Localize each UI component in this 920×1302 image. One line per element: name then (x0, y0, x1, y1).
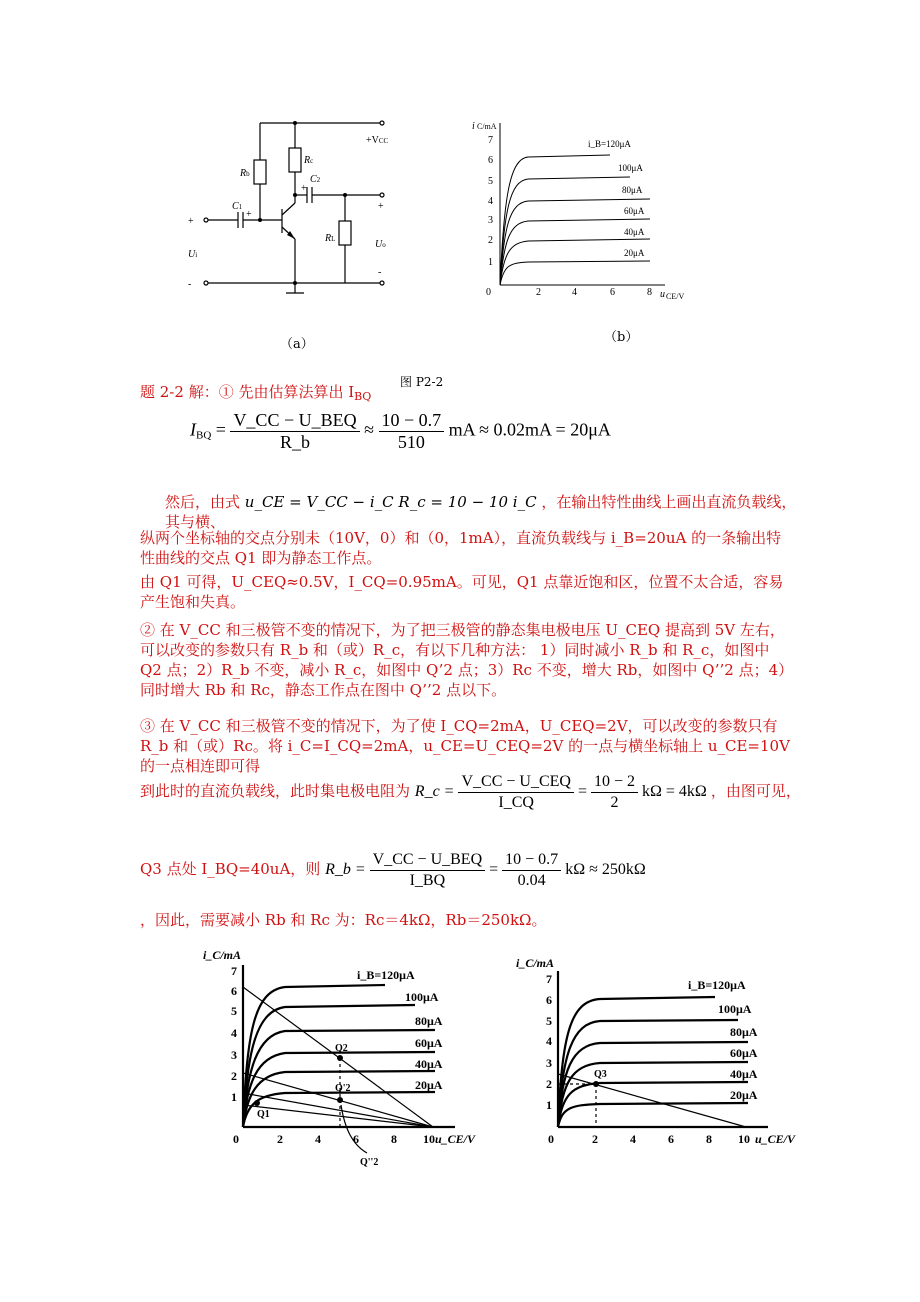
caption-b: （b） (604, 330, 639, 345)
uo-label: U (375, 239, 383, 250)
right-ib-label: 60μA (730, 1046, 758, 1060)
solution-heading: 题 2-2 解：① 先由估算法算出 $I_{BQ}$ (140, 383, 372, 403)
b-ib-label: i_B=120μA (588, 139, 631, 149)
output-plus: + (378, 201, 384, 212)
right-xtick: 8 (706, 1132, 712, 1146)
c2-plus: + (301, 183, 307, 194)
input-plus: + (188, 216, 194, 227)
right-ytick: 7 (546, 972, 552, 986)
b-ytick: 2 (488, 235, 493, 246)
right-xlabel: u_CE/V (755, 1132, 796, 1146)
b-ib-label: 20μA (624, 248, 645, 258)
svg-text:Rc (303, 155, 313, 166)
left-xtick: 2 (277, 1132, 283, 1146)
rb-sub: b (246, 170, 250, 178)
left-ib-label: i_B=120μA (357, 968, 415, 982)
svg-text:RL (324, 233, 335, 244)
ui-sub: i (195, 251, 198, 259)
svg-text:Rb (239, 168, 250, 179)
right-ytick: 6 (546, 993, 552, 1007)
left-ytick: 5 (231, 1004, 237, 1018)
right-ytick: 4 (546, 1034, 552, 1048)
b-ylabel-rest: C/mA (477, 122, 497, 131)
paragraph-4: ③ 在 V_CC 和三极管不变的情况下，为了使 I_CQ=2mA，U_CEQ=2V，可以改变的参数只有 R_b 和（或）Rc。将 i_C=I_CQ=2mA，u_CE=U_CEQ=2V 的一点与横坐标轴上 u_CE=10V 的一点相连即可得 (140, 717, 790, 775)
paragraph-1a: 然后，由式 u_CE = V_CC − i_C R_c = 10 − 10 i_C ，在输出特性曲线上画出直流负载线，其与横、 (165, 493, 797, 531)
svg-text:Uo (375, 239, 386, 250)
c1-label: C (232, 201, 239, 212)
b-xtick: 2 (536, 287, 541, 298)
right-xtick: 0 (548, 1132, 554, 1146)
right-xtick: 4 (630, 1132, 636, 1146)
b-xtick: 0 (486, 287, 491, 298)
left-ib-label: 40μA (415, 1057, 443, 1071)
svg-text:Ui (188, 249, 197, 260)
left-xtick: 8 (391, 1132, 397, 1146)
b-xtick: 4 (572, 287, 577, 298)
right-ib-label: 40μA (730, 1067, 758, 1081)
left-xlabel: u_CE/V (435, 1132, 476, 1146)
ui-label: U (188, 249, 196, 260)
equation-ibq: $I_{BQ}$ = $\frac{\text{V\_CC − U\_BEQ}}{R\_b}$ ≈ $\frac{10 - 0.7}{510}$ mA ≈ 0.02mA = 20μA (190, 410, 611, 452)
input-minus: - (188, 279, 192, 290)
b-ytick: 5 (488, 176, 493, 187)
left-ytick: 4 (231, 1026, 237, 1040)
left-ib-label: 60μA (415, 1036, 443, 1050)
caption-a: （a） (280, 337, 314, 352)
right-ytick: 3 (546, 1056, 552, 1070)
graph-right (510, 955, 800, 1155)
right-xtick: 2 (592, 1132, 598, 1146)
c2-sub: 2 (316, 176, 321, 184)
b-xlabel: u (660, 289, 665, 300)
vcc-label: +V (366, 135, 379, 146)
left-xtick: 0 (233, 1132, 239, 1146)
svg-text:C2 (310, 174, 321, 185)
b-ytick: 1 (488, 257, 493, 268)
c1-sub: 1 (238, 203, 243, 211)
rc-sub: c (310, 157, 314, 165)
b-ib-label: 40μA (624, 227, 645, 237)
svg-text:C1 (232, 201, 243, 212)
right-ytick: 1 (546, 1098, 552, 1112)
rl-sub: L (331, 235, 336, 243)
b-ytick: 7 (488, 135, 493, 146)
point-q3: Q3 (594, 1069, 607, 1080)
b-xlabel-rest: CE/V (666, 292, 685, 301)
point-q2: Q2 (335, 1043, 348, 1054)
left-xtick: 4 (315, 1132, 321, 1146)
graph-left (195, 945, 495, 1170)
b-ib-label: 100μA (618, 163, 643, 173)
paragraph-7: ，因此，需要减小 Rb 和 Rc 为：Rc＝4kΩ，Rb＝250kΩ。 (140, 911, 547, 929)
b-ytick: 6 (488, 155, 493, 166)
right-xtick: 10 (738, 1132, 750, 1146)
paragraph-1c: 纵两个坐标轴的交点分别未（10V，0）和（0，1mA），直流负载线与 i_B=20uA 的一条输出特性曲线的交点 Q1 即为静态工作点。 (140, 529, 782, 567)
b-ib-label: 60μA (624, 206, 645, 216)
left-xtick: 10 (423, 1132, 435, 1146)
left-ib-label: 20μA (415, 1078, 443, 1092)
rb-label: R (240, 168, 247, 179)
left-ib-label: 100μA (405, 990, 439, 1004)
uo-sub: o (382, 241, 386, 249)
right-ib-label: 100μA (718, 1002, 752, 1016)
left-ytick: 1 (231, 1090, 237, 1104)
paragraph-3: ② 在 V_CC 和三极管不变的情况下，为了把三极管的静态集电极电压 U_CEQ 提高到 5V 左右，可以改变的参数只有 R_b 和（或）R_c，有以下几种方法： 1）同时减小 R_b 和 R_c，如图中 Q2 点；2）R_b 不变，减小 R_c，如图中 Q’2 点；3）Rc 不变，增大 Rb，如图中 Q’’2 点；4）同时增大 Rb 和 Rc，静态工作点在图中 Q’’2 点以下。 (140, 621, 786, 699)
right-ytick: 2 (546, 1077, 552, 1091)
left-ib-label: 80μA (415, 1014, 443, 1028)
point-q1: Q1 (257, 1109, 270, 1120)
left-ylabel: i_C/mA (203, 948, 242, 962)
rc-label: R (304, 155, 311, 166)
b-ytick: 3 (488, 215, 493, 226)
right-ib-label: 80μA (730, 1025, 758, 1039)
vcc-sub: CC (378, 137, 389, 145)
svg-text:+VCC (366, 135, 389, 146)
left-xtick: 6 (353, 1132, 359, 1146)
output-curves-b (460, 115, 710, 310)
paragraph-6: Q3 点处 I_BQ=40uA，则 R_b = $\frac{\text{V\_CC − U\_BEQ}}{I\_BQ}$ = $\frac{10 - 0.7}{0.04}$ kΩ ≈ 250kΩ (140, 851, 646, 889)
b-xtick: 8 (647, 287, 652, 298)
circuit-diagram (170, 105, 430, 305)
rl-label: R (325, 233, 332, 244)
c1-plus: + (246, 209, 252, 220)
b-xtick: 6 (610, 287, 615, 298)
point-q2-double-prime: Q''2 (360, 1157, 379, 1168)
right-ib-label: i_B=120μA (688, 978, 746, 992)
output-minus: - (378, 267, 382, 278)
right-ytick: 5 (546, 1014, 552, 1028)
right-ylabel: i_C/mA (516, 956, 555, 970)
paragraph-5: 到此时的直流负载线，此时集电极电阻为 R_c = $\frac{\text{V\_CC − U\_CEQ}}{I\_CQ}$ = $\frac{10 - 2}{2}$ kΩ = 4kΩ ，由图可见， (140, 773, 801, 811)
c2-label: C (310, 174, 317, 185)
b-ylabel: i (472, 121, 475, 132)
point-q2-prime: Q'2 (335, 1083, 351, 1094)
b-ytick: 4 (488, 196, 493, 207)
left-ytick: 2 (231, 1069, 237, 1083)
right-xtick: 6 (668, 1132, 674, 1146)
left-ytick: 3 (231, 1048, 237, 1062)
left-ytick: 6 (231, 984, 237, 998)
figure-caption: 图 P2-2 (400, 375, 444, 389)
left-ytick: 7 (231, 964, 237, 978)
b-ib-label: 80μA (622, 185, 643, 195)
right-ib-label: 20μA (730, 1088, 758, 1102)
paragraph-2: 由 Q1 可得，U_CEQ≈0.5V，I_CQ=0.95mA。可见，Q1 点靠近饱和区，位置不太合适，容易产生饱和失真。 (140, 573, 784, 611)
